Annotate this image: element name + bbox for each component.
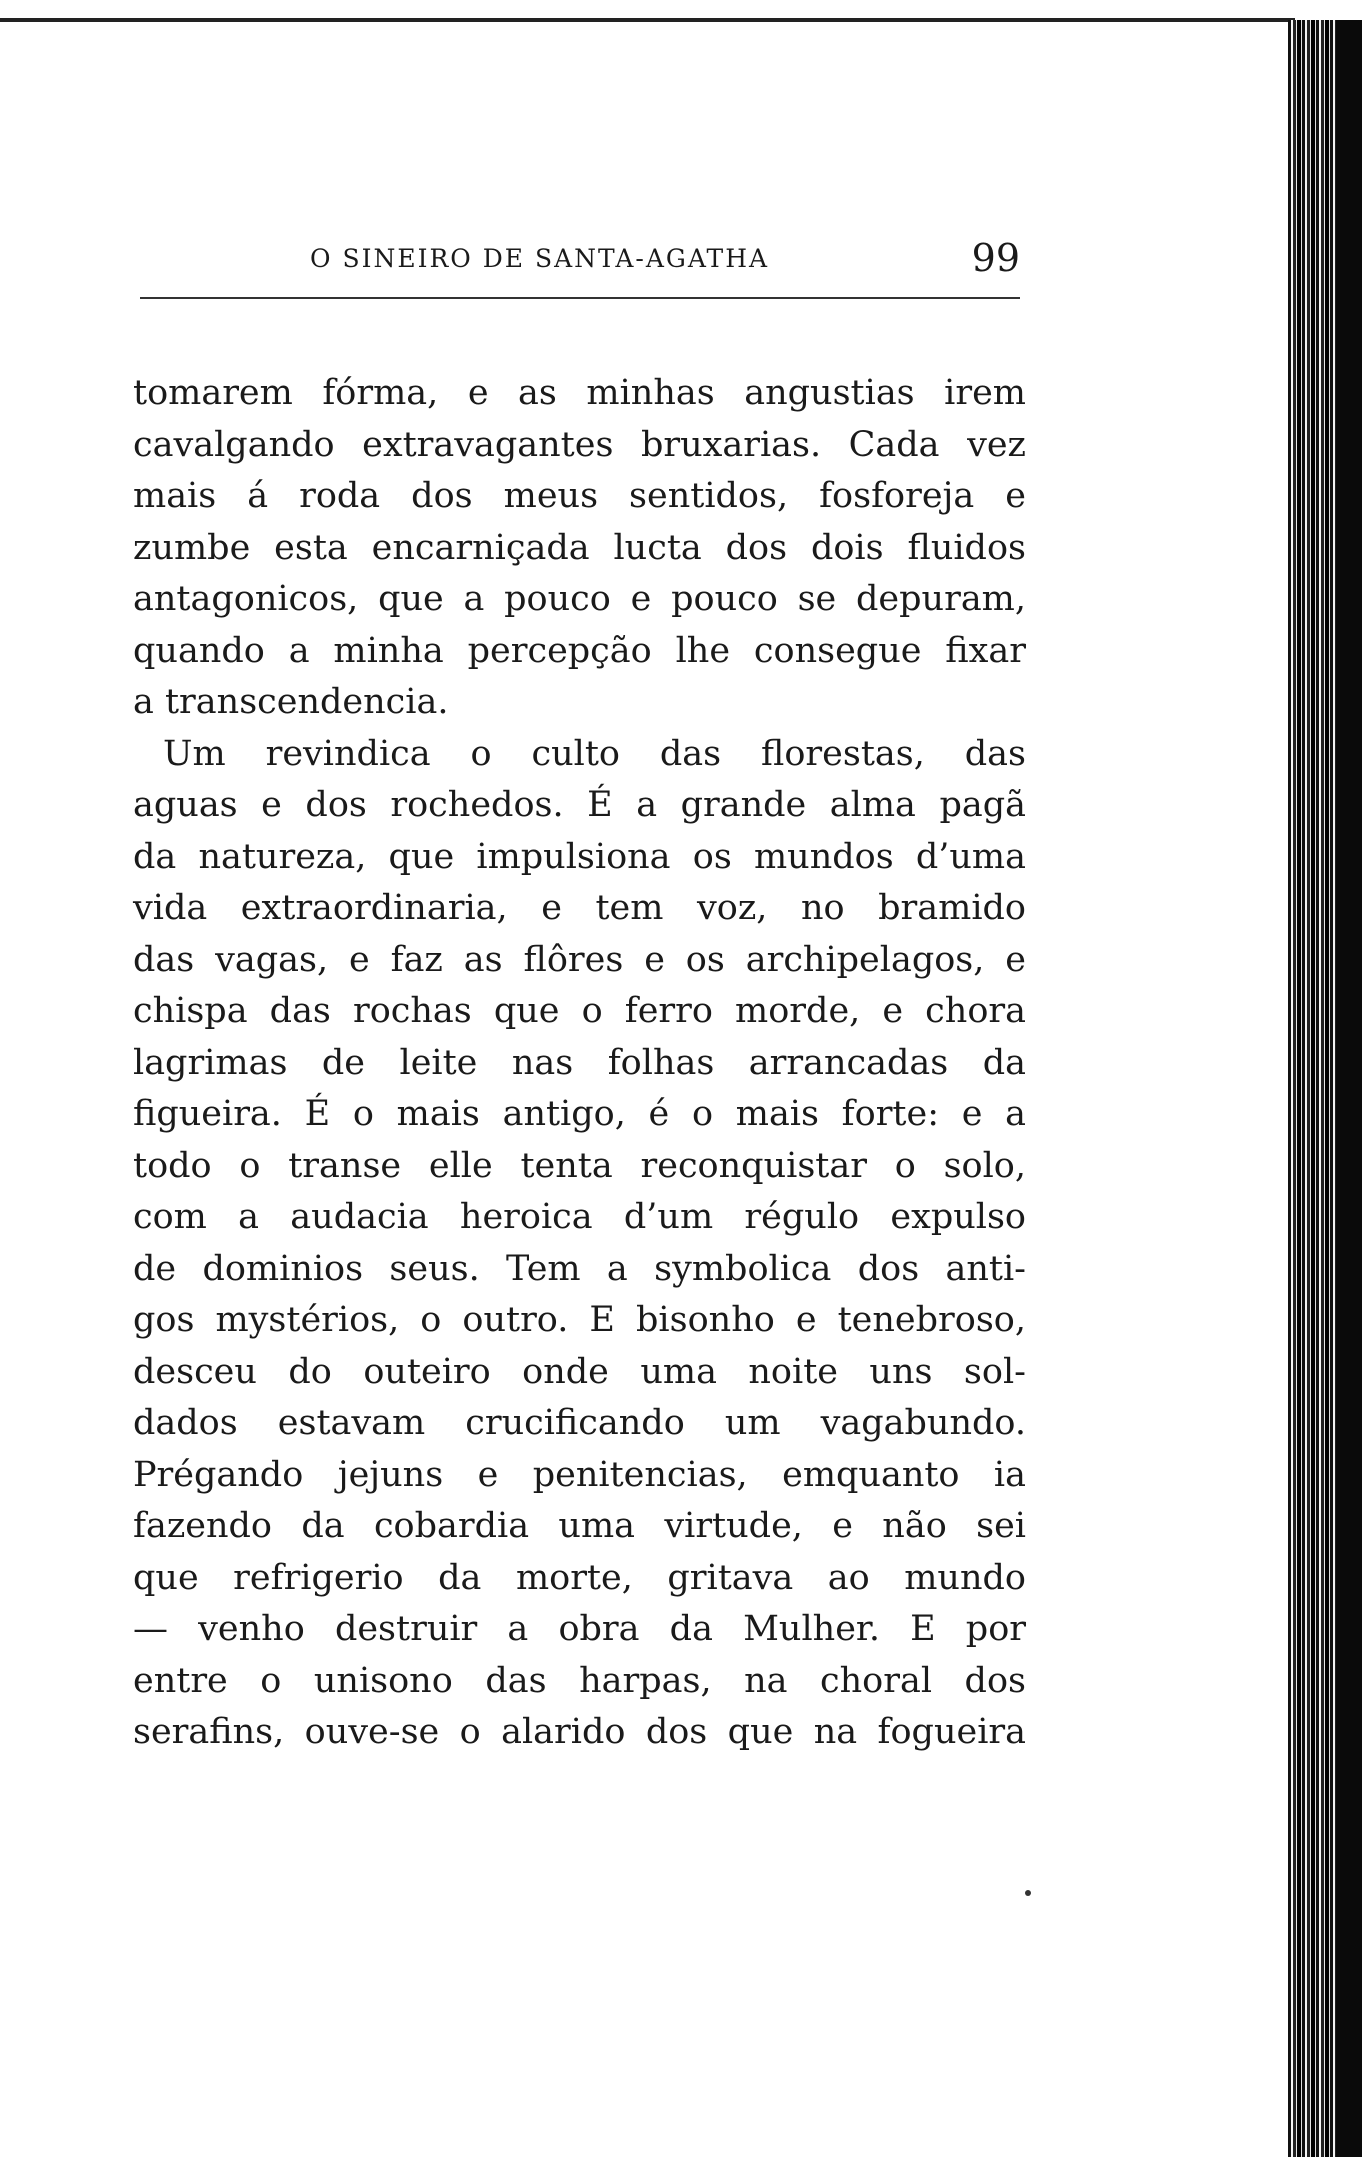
text-line: gos mystérios, o outro. E bisonho e tenebroso, bbox=[133, 1300, 1026, 1340]
text-line: dados estavam crucificando um vagabundo. bbox=[133, 1403, 1026, 1443]
text-line: desceu do outeiro onde uma noite uns sol- bbox=[133, 1351, 1026, 1392]
text-line: cavalgando extravagantes bruxarias. Cada vez bbox=[133, 424, 1026, 465]
text-line: antagonicos, que a pouco e pouco se depuram, bbox=[133, 579, 1026, 619]
text-line: tomarem fórma, e as minhas angustias irem bbox=[133, 373, 1026, 413]
text-line: — venho destruir a obra da Mulher. E por bbox=[133, 1609, 1026, 1649]
running-head bbox=[140, 236, 1020, 292]
top-page-edge bbox=[0, 18, 1295, 22]
text-line: quando a minha percepção lhe consegue fixar bbox=[133, 630, 1026, 671]
text-line: serafins, ouve-se o alarido dos que na fogueira bbox=[133, 1712, 1026, 1752]
text-line: todo o transe elle tenta reconquistar o solo, bbox=[133, 1145, 1026, 1186]
text-line: zumbe esta encarniçada lucta dos dois fluidos bbox=[133, 527, 1026, 568]
text-line: entre o unisono das harpas, na choral dos bbox=[133, 1660, 1026, 1701]
book-binding-edge bbox=[1288, 20, 1362, 2157]
text-line: mais á roda dos meus sentidos, fosforeja e bbox=[133, 476, 1026, 516]
body-text bbox=[133, 368, 1026, 1759]
text-line: figueira. É o mais antigo, é o mais forte: e a bbox=[133, 1094, 1026, 1134]
ink-speck bbox=[1025, 1890, 1031, 1896]
text-line: aguas e dos rochedos. É a grande alma pagã bbox=[133, 785, 1026, 825]
text-line: chispa das rochas que o ferro morde, e chora bbox=[133, 991, 1026, 1031]
text-line: lagrimas de leite nas folhas arrancadas da bbox=[133, 1042, 1026, 1083]
text-line: das vagas, e faz as flôres e os archipelagos, e bbox=[133, 939, 1026, 980]
text-line: de dominios seus. Tem a symbolica dos anti- bbox=[133, 1248, 1026, 1289]
paragraph-end-line: a transcendencia. bbox=[133, 682, 449, 722]
text-line: que refrigerio da morte, gritava ao mundo bbox=[133, 1557, 1026, 1598]
page-number: 99 bbox=[971, 236, 1020, 280]
text-line: com a audacia heroica d’um régulo expulso bbox=[133, 1197, 1026, 1237]
text-line: Prégando jejuns e penitencias, emquanto ia bbox=[133, 1454, 1026, 1495]
running-title: O SINEIRO DE SANTA-AGATHA bbox=[310, 244, 770, 273]
paragraph-start-line: Um revindica o culto das florestas, das bbox=[163, 733, 1026, 774]
text-line: da natureza, que impulsiona os mundos d’uma bbox=[133, 836, 1026, 877]
text-line: fazendo da cobardia uma virtude, e não sei bbox=[133, 1506, 1026, 1546]
header-rule bbox=[140, 297, 1020, 299]
text-line: vida extraordinaria, e tem voz, no bramido bbox=[133, 888, 1026, 928]
